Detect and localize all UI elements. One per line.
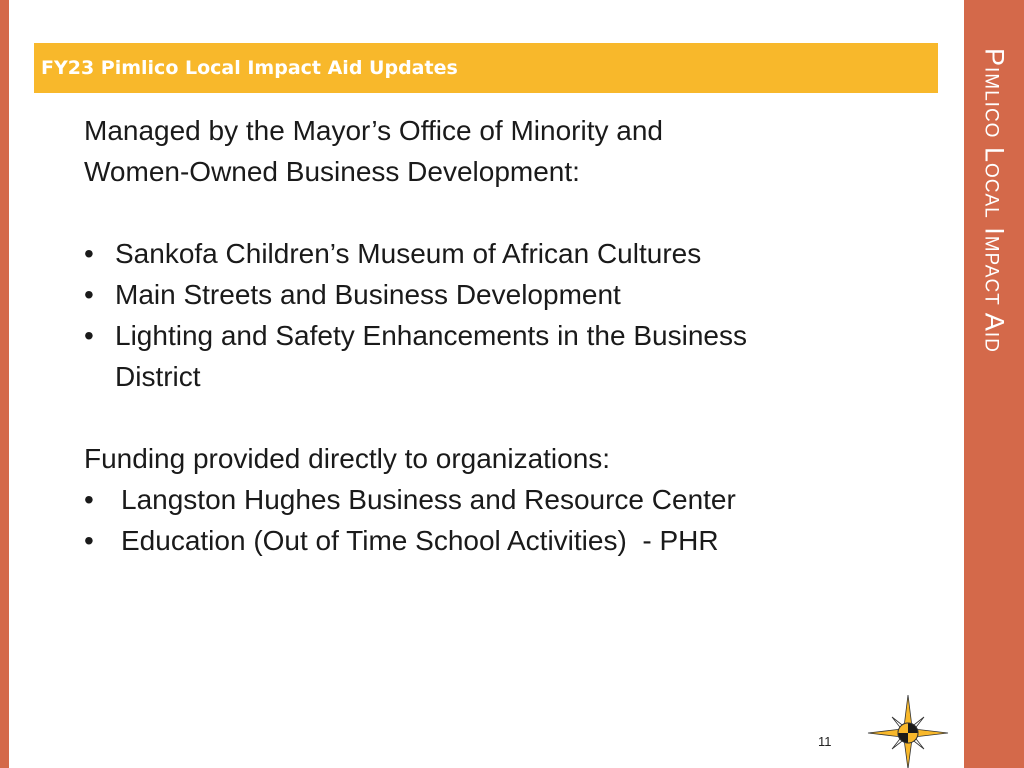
page-title: FY23 Pimlico Local Impact Aid Updates	[41, 57, 458, 79]
title-band	[34, 43, 938, 93]
spacer	[84, 192, 884, 233]
list-item: • Education (Out of Time School Activities) - PHR	[84, 520, 884, 561]
list-item: • Lighting and Safety Enhancements in the Business District	[84, 315, 815, 397]
slide-content	[84, 110, 884, 561]
intro-line-1: Managed by the Mayor’s Office of Minority and	[84, 115, 663, 146]
left-accent-strip	[0, 0, 9, 768]
funding-list	[84, 479, 884, 561]
managed-list	[84, 233, 884, 397]
list-item: • Main Streets and Business Development	[84, 274, 884, 315]
side-title: Pimlico Local Impact Aid	[979, 48, 1010, 353]
page-number: 11	[818, 734, 832, 749]
compass-rose-icon	[866, 693, 950, 768]
funding-heading: Funding provided directly to organizations:	[84, 443, 611, 474]
spacer	[84, 397, 884, 438]
intro-line-2: Women-Owned Business Development:	[84, 156, 580, 187]
side-title-container	[964, 0, 1024, 768]
list-item: • Sankofa Children’s Museum of African Cultures	[84, 233, 884, 274]
list-item: • Langston Hughes Business and Resource Center	[84, 479, 884, 520]
